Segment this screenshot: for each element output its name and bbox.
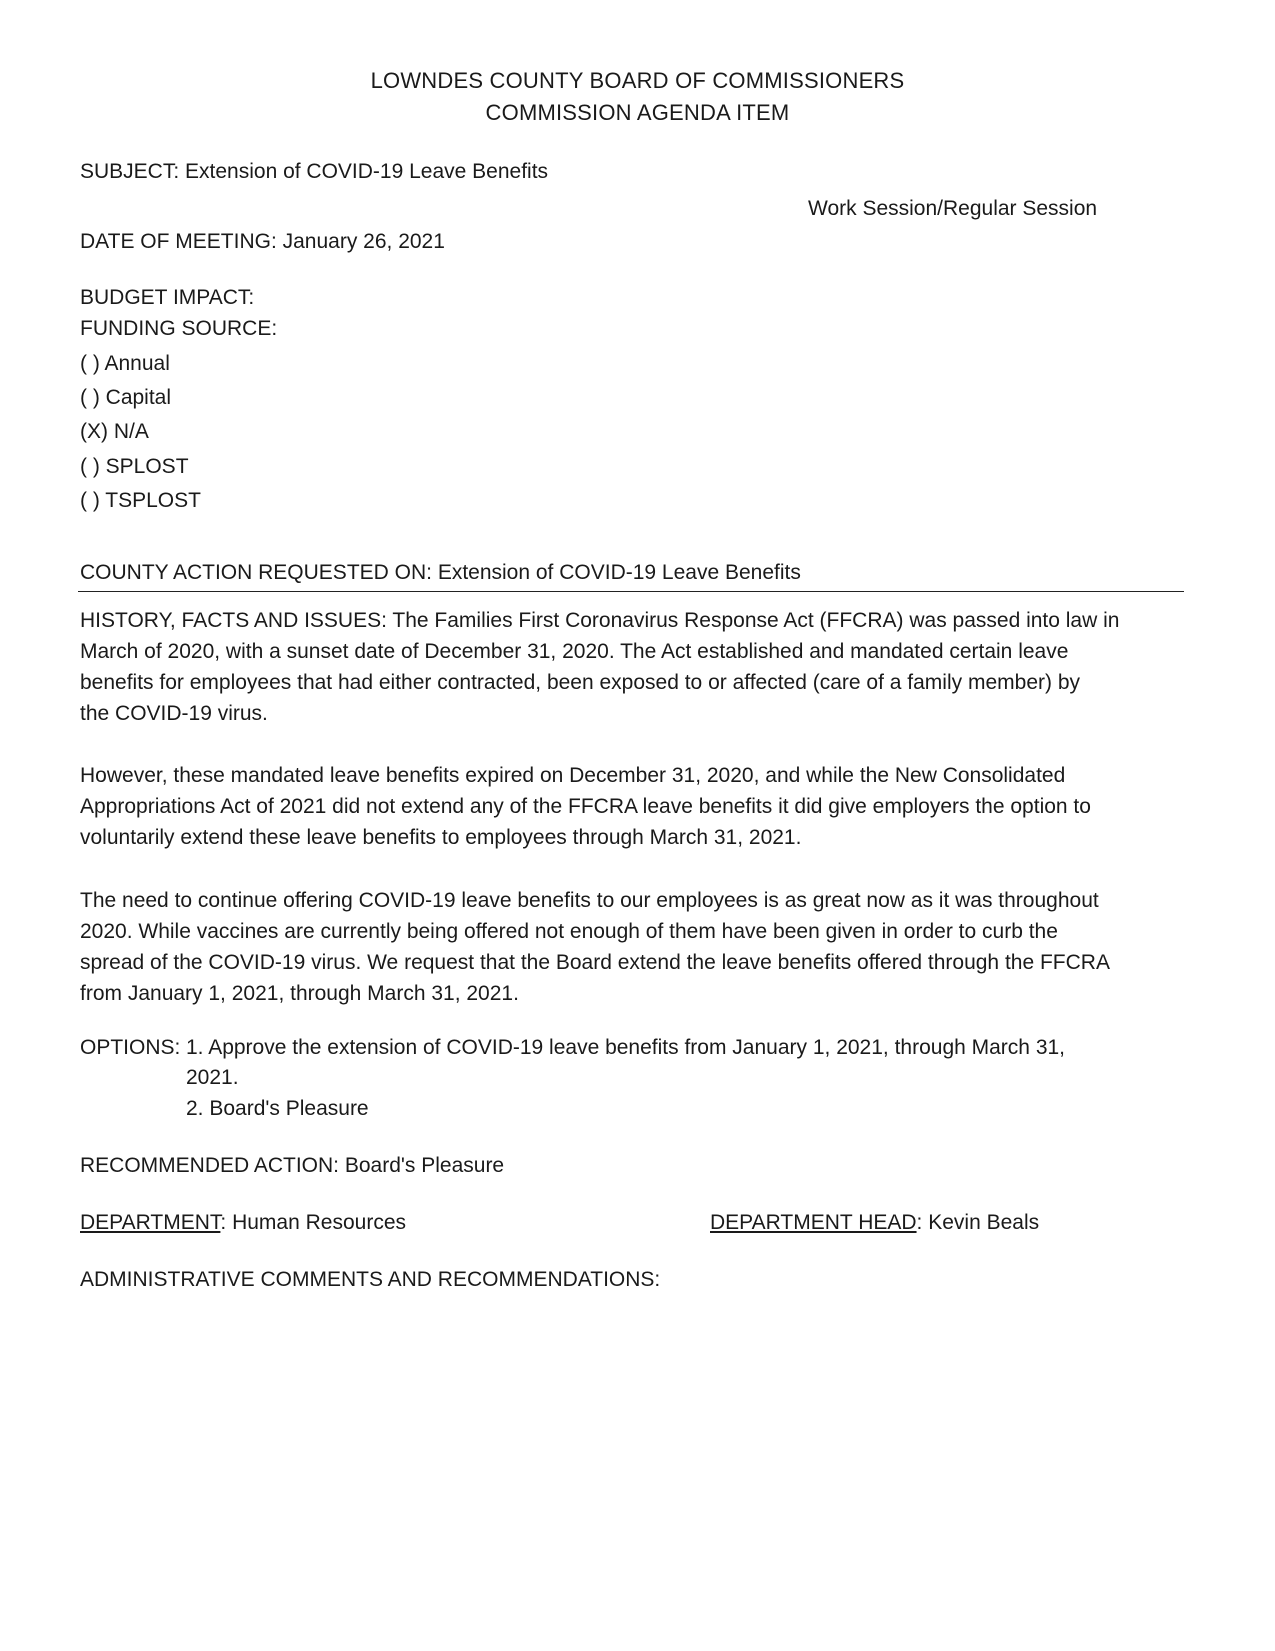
department-value: : Human Resources [220, 1211, 406, 1234]
history-p2-line: voluntarily extend these leave benefits to employees through March 31, 2021. [80, 826, 802, 849]
department-head [710, 1211, 1039, 1235]
history-p3-line: 2020. While vaccines are currently being offered not enough of them have been given in order to curb the [80, 920, 1058, 943]
recommended-action: RECOMMENDED ACTION: Board's Pleasure [80, 1154, 505, 1177]
session-type: Work Session/Regular Session [808, 197, 1098, 220]
budget-impact-label: BUDGET IMPACT: [80, 286, 255, 309]
funding-option-annual: ( ) Annual [80, 352, 170, 375]
option-1: 1. Approve the extension of COVID-19 leave benefits from January 1, 2021, through March 31, [186, 1036, 1066, 1059]
history-paragraph-3 [80, 885, 1200, 1009]
department-label: DEPARTMENT [80, 1211, 221, 1234]
history-paragraph-1 [80, 605, 1200, 729]
county-action-requested: COUNTY ACTION REQUESTED ON: Extension of COVID-19 Leave Benefits [80, 561, 801, 584]
section-divider [78, 591, 1184, 592]
department [80, 1211, 406, 1235]
history-paragraph-2 [80, 760, 1200, 853]
funding-source-label: FUNDING SOURCE: [80, 317, 278, 340]
funding-option-na: (X) N/A [80, 420, 149, 443]
history-p1-line: the COVID-19 virus. [80, 702, 268, 725]
history-p3-line: The need to continue offering COVID-19 leave benefits to our employees is as great now as it was throughout [80, 889, 1099, 912]
option-2: 2. Board's Pleasure [186, 1097, 369, 1120]
header-subtitle: COMMISSION AGENDA ITEM [485, 100, 790, 125]
department-head-value: : Kevin Beals [916, 1211, 1040, 1234]
history-p2-line: However, these mandated leave benefits expired on December 31, 2020, and while the New Consolidated [80, 764, 1066, 787]
options-label: OPTIONS: [80, 1036, 181, 1059]
funding-option-splost: ( ) SPLOST [80, 455, 189, 478]
header-title: LOWNDES COUNTY BOARD OF COMMISSIONERS [370, 68, 905, 93]
history-p1-line: HISTORY, FACTS AND ISSUES: The Families First Coronavirus Response Act (FFCRA) was passed into law in [80, 609, 1120, 632]
history-p3-line: spread of the COVID-19 virus. We request that the Board extend the leave benefits offered through the FFCRA [80, 951, 1110, 974]
history-p3-line: from January 1, 2021, through March 31, 2021. [80, 982, 519, 1005]
meeting-date: DATE OF MEETING: January 26, 2021 [80, 230, 445, 253]
department-head-label: DEPARTMENT HEAD [710, 1211, 917, 1234]
option-1-continued: 2021. [186, 1066, 239, 1089]
funding-option-tsplost: ( ) TSPLOST [80, 489, 201, 512]
administrative-comments-label: ADMINISTRATIVE COMMENTS AND RECOMMENDATIONS: [80, 1268, 661, 1291]
history-p1-line: benefits for employees that had either contracted, been exposed to or affected (care of a family member) by [80, 671, 1080, 694]
subject-line: SUBJECT: Extension of COVID-19 Leave Benefits [80, 160, 549, 183]
funding-option-capital: ( ) Capital [80, 386, 172, 409]
history-p1-line: March of 2020, with a sunset date of December 31, 2020. The Act established and mandated certain leave [80, 640, 1069, 663]
history-p2-line: Appropriations Act of 2021 did not extend any of the FFCRA leave benefits it did give employers the option to [80, 795, 1091, 818]
